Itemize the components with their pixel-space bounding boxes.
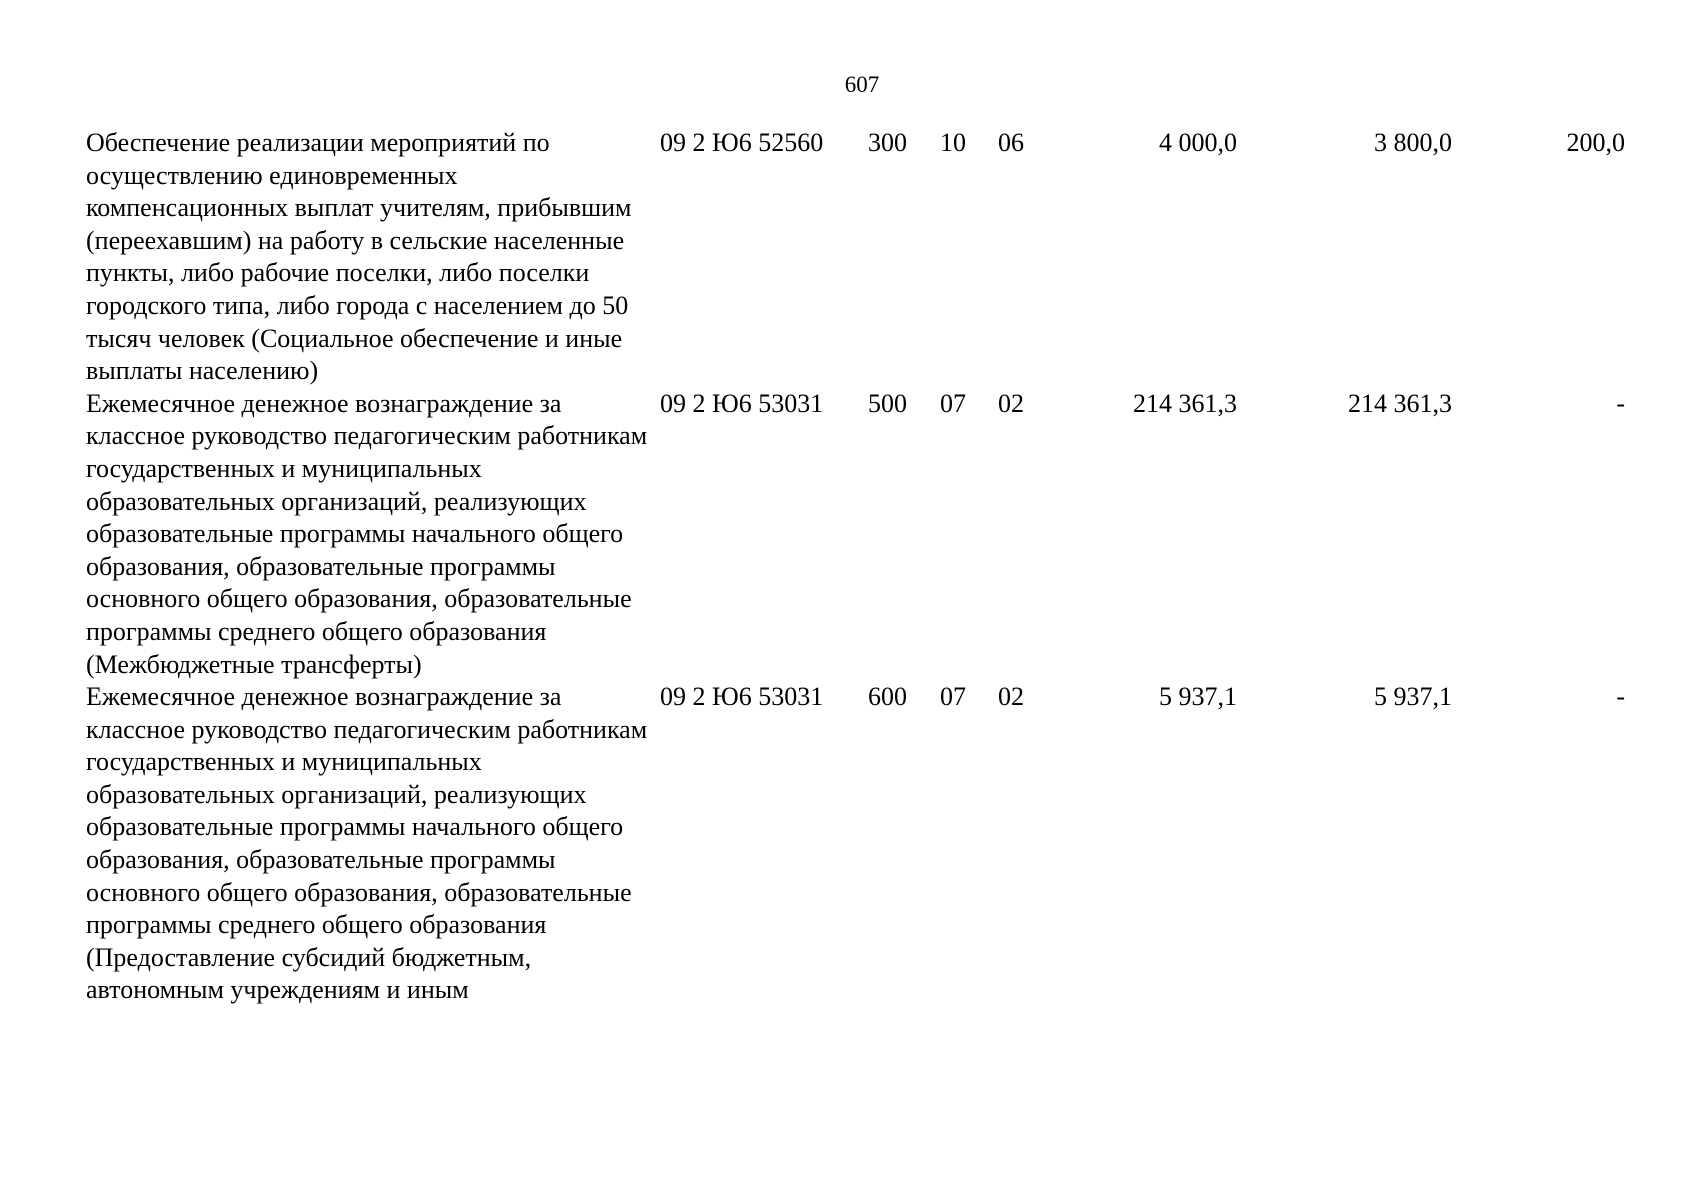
row-subsection: 06	[998, 128, 1024, 157]
row-amount-3: -	[1616, 682, 1625, 712]
row-amount-2: 3 800,0	[1374, 128, 1452, 157]
row-target-code: 09 2 Ю6 53031	[660, 388, 824, 418]
row-target-code: 09 2 Ю6 53031	[660, 682, 824, 712]
table-row	[86, 127, 1626, 388]
row-amount-total: 4 000,0	[1159, 128, 1237, 157]
row-target-code: 09 2 Ю6 52560	[660, 128, 824, 157]
row-description: Обеспечение реализации мероприятий по осуществлению единовременных компенсационных выплат учителям, прибывшим (переехавшим) на работу в сельские населенные пункты, либо рабочие поселки, либо поселки городского типа, либо города с населением до 50 тысяч человек (Социальное обеспечение и иные выплаты населению)	[86, 128, 632, 386]
row-expense-type: 600	[868, 682, 907, 712]
row-expense-type: 300	[868, 128, 907, 157]
row-amount-total: 214 361,3	[1133, 388, 1237, 418]
row-amount-2: 214 361,3	[1348, 388, 1452, 418]
row-amount-3: -	[1616, 388, 1625, 418]
row-section: 07	[940, 388, 966, 418]
table-row	[86, 388, 1626, 681]
row-description: Ежемесячное денежное вознаграждение за классное руководство педагогическим работникам государственных и муниципальных образовательных организаций, реализующих образовательные программы начального общего образования, образовательные программы основного общего образования, образовательные программы среднего общего образования (Межбюджетные трансферты)	[86, 388, 648, 679]
row-amount-3: 200,0	[1566, 128, 1625, 157]
row-description: Ежемесячное денежное вознаграждение за классное руководство педагогическим работникам государственных и муниципальных образовательных организаций, реализующих образовательные программы начального общего образования, образовательные программы основного общего образования, образовательные программы среднего общего образования (Предоставление субсидий бюджетным, автономным учреждениям и иным	[86, 682, 648, 1005]
row-section: 07	[940, 682, 966, 712]
row-subsection: 02	[998, 388, 1024, 418]
row-section: 10	[940, 128, 966, 157]
page-number: 607	[844, 72, 880, 97]
row-subsection: 02	[998, 682, 1024, 712]
row-expense-type: 500	[868, 388, 907, 418]
row-amount-2: 5 937,1	[1374, 682, 1452, 712]
budget-table	[86, 127, 1626, 1007]
row-amount-total: 5 937,1	[1159, 682, 1237, 712]
table-row	[86, 681, 1626, 1007]
